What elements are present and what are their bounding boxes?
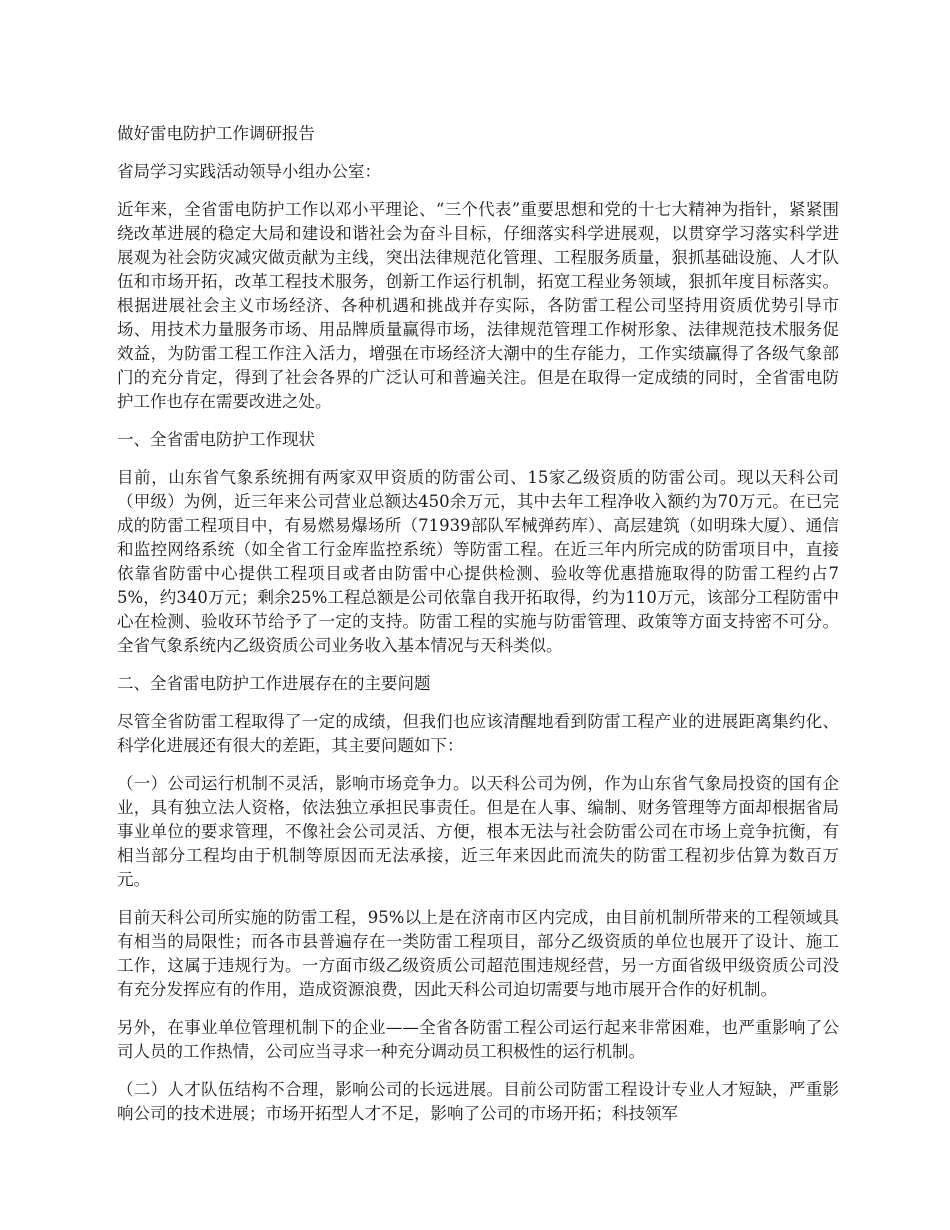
section-heading-status: 一、全省雷电防护工作现状	[117, 430, 315, 449]
salutation: 省局学习实践活动领导小组办公室：	[117, 162, 381, 181]
document-title: 做好雷电防护工作调研报告	[117, 124, 315, 143]
problem-one-extra-paragraph: 另外，在事业单位管理机制下的企业——全省各防雷工程公司运行起来非常困难，也严重影响了公司人员的工作热情，公司应当寻求一种充分调动员工积极性的运行机制。	[117, 1018, 839, 1061]
problem-one-detail-paragraph: 目前天科公司所实施的防雷工程，95%以上是在济南市区内完成，由目前机制所带来的工程领域具有相当的局限性；而各市县普遍存在一类防雷工程项目，部分乙级资质的单位也展开了设计、施工工作，这属于违规行为。一方面市级乙级资质公司超范围违规经营，另一方面省级甲级资质公司没有充分发挥应有的作用，造成资源浪费，因此天科公司迫切需要与地市展开合作的好机制。	[117, 908, 839, 999]
problem-two-paragraph: （二）人才队伍结构不合理，影响公司的长远进展。目前公司防雷工程设计专业人才短缺，严重影响公司的技术进展；市场开拓型人才不足，影响了公司的市场开拓；科技领军	[117, 1080, 839, 1123]
problem-one-paragraph: （一）公司运行机制不灵活，影响市场竞争力。以天科公司为例，作为山东省气象局投资的国有企业，具有独立法人资格，依法独立承担民事责任。但是在人事、编制、财务管理等方面却根据省局事业单位的要求管理，不像社会公司灵活、方便，根本无法与社会防雷公司在市场上竞争抗衡，有相当部分工程均由于机制等原因而无法承接，近三年来因此而流失的防雷工程初步估算为数百万元。	[117, 774, 839, 889]
intro-paragraph: 近年来，全省雷电防护工作以邓小平理论、“三个代表”重要思想和党的十七大精神为指针，紧紧围绕改革进展的稳定大局和建设和谐社会为奋斗目标，仔细落实科学进展观，以贯穿学习落实科学进展观为社会防灾减灾做贡献为主线，突出法律规范化管理、工程服务质量，狠抓基础设施、人才队伍和市场开拓，改革工程技术服务，创新工作运行机制，拓宽工程业务领域，狠抓年度目标落实。根据进展社会主义市场经济、各种机遇和挑战并存实际，各防雷工程公司坚持用资质优势引导市场、用技术力量服务市场、用品牌质量赢得市场，法律规范管理工作树形象、法律规范技术服务促效益，为防雷工程工作注入活力，增强在市场经济大潮中的生存能力，工作实绩赢得了各级气象部门的充分肯定，得到了社会各界的广泛认可和普遍关注。但是在取得一定成绩的同时，全省雷电防护工作也存在需要改进之处。	[117, 200, 839, 411]
status-paragraph: 目前，山东省气象系统拥有两家双甲资质的防雷公司、15家乙级资质的防雷公司。现以天科公司（甲级）为例，近三年来公司营业总额达450余万元，其中去年工程净收入额约为70万元。在已完成的防雷工程项目中，有易燃易爆场所（71939部队军械弹药库）、高层建筑（如明珠大厦）、通信和监控网络系统（如全省工行金库监控系统）等防雷工程。在近三年内所完成的防雷项目中，直接依靠省防雷中心提供工程项目或者由防雷中心提供检测、验收等优惠措施取得的防雷工程约占75%，约340万元；剩余25%工程总额是公司依靠自我开拓取得，约为110万元，该部分工程防雷中心在检测、验收环节给予了一定的支持。防雷工程的实施与防雷管理、政策等方面支持密不可分。全省气象系统内乙级资质公司业务收入基本情况与天科类似。	[117, 468, 839, 655]
section-heading-problems: 二、全省雷电防护工作进展存在的主要问题	[117, 674, 431, 693]
document-page	[117, 122, 839, 1140]
problems-intro-paragraph: 尽管全省防雷工程取得了一定的成绩，但我们也应该清醒地看到防雷工程产业的进展距离集约化、科学化进展还有很大的差距，其主要问题如下：	[117, 712, 839, 755]
